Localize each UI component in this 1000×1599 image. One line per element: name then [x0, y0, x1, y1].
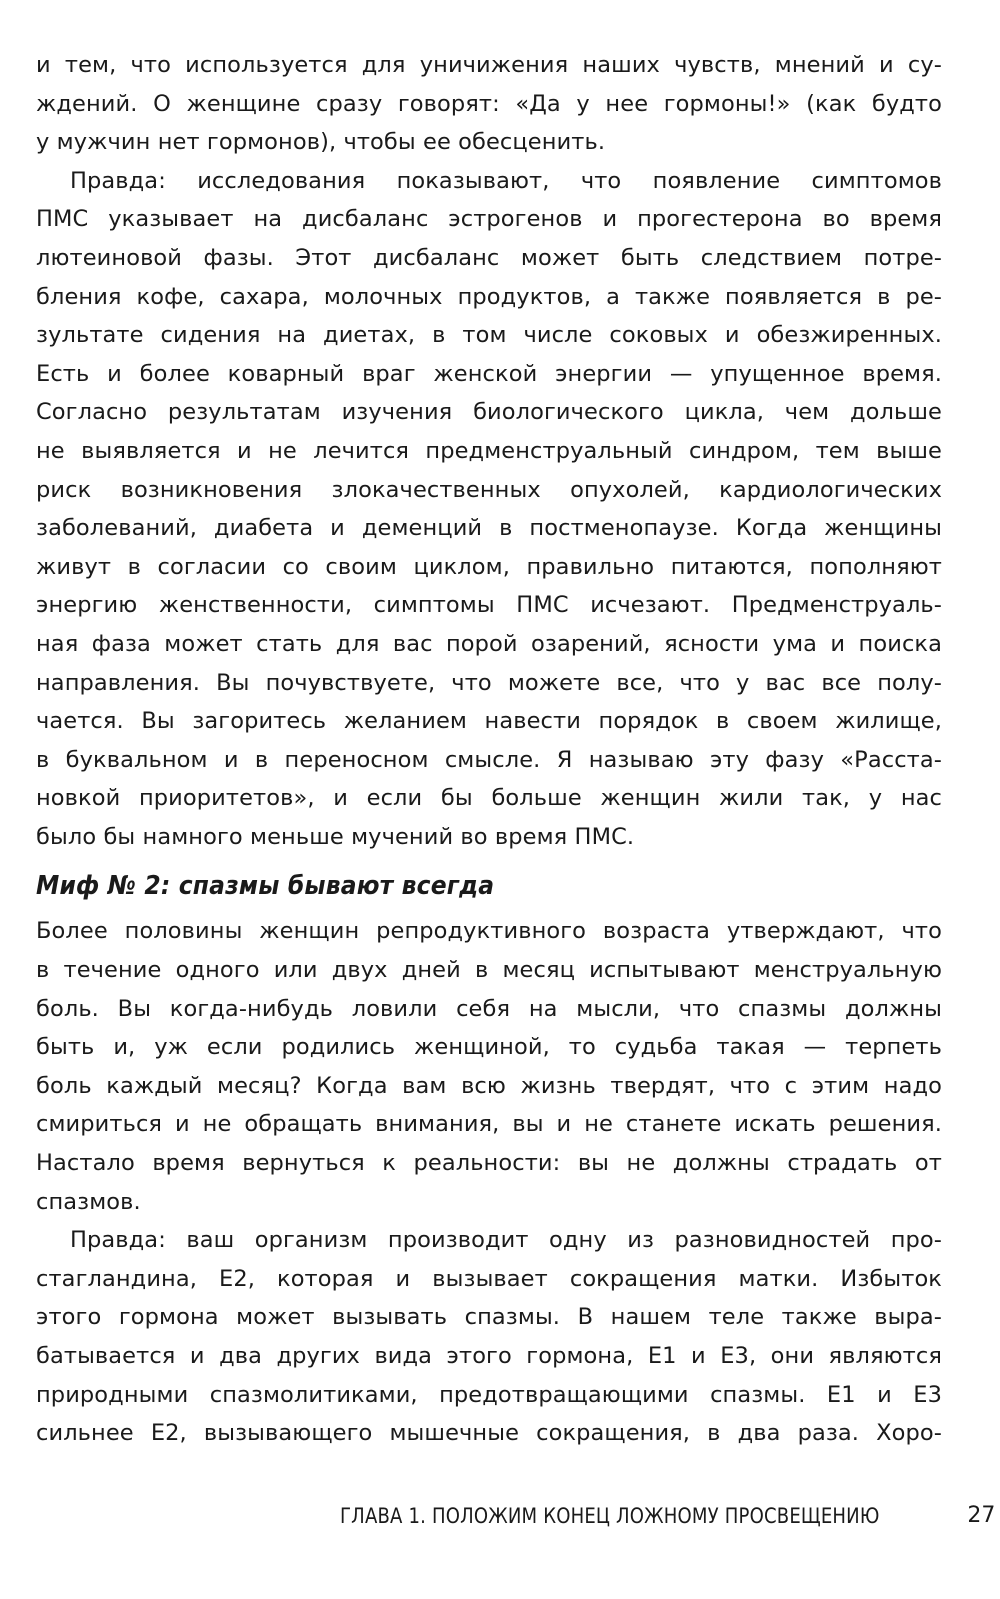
text-line: направления. Вы почувствуете, что можете все, что у вас все полу- [36, 669, 942, 696]
text-line: Более половины женщин репродуктивного возраста утверждают, что [36, 918, 942, 945]
text-line: ная фаза может стать для вас порой озарений, ясности ума и поиска [36, 630, 942, 657]
text-line: боль. Вы когда-нибудь ловили себя на мысли, что спазмы должны [36, 995, 942, 1022]
page-body [36, 46, 942, 1453]
page-footer [340, 1496, 996, 1536]
text-line: смириться и не обращать внимания, вы и не станете искать решения. [36, 1111, 942, 1138]
text-line: этого гормона может вызывать спазмы. В нашем теле также выра- [36, 1304, 942, 1331]
paragraph-continuation [36, 46, 942, 162]
text-line: было бы намного меньше мучений во время ПМС. [36, 823, 635, 850]
text-line: Есть и более коварный враг женской энергии — упущенное время. [36, 360, 942, 387]
text-line: сильнее Е2, вызывающего мышечные сокращения, в два раза. Хоро- [36, 1420, 942, 1447]
text-line: энергию женственности, симптомы ПМС исчезают. Предменструаль- [36, 592, 942, 619]
text-line: бления кофе, сахара, молочных продуктов, а также появляется в ре- [36, 283, 942, 310]
text-line: стагландина, Е2, которая и вызывает сокращения матки. Избыток [36, 1265, 942, 1292]
text-line: риск возникновения злокачественных опухолей, кардиологических [36, 476, 942, 503]
text-line: природными спазмолитиками, предотвращающими спазмы. Е1 и Е3 [36, 1381, 942, 1408]
text-line: Правда: ваш организм производит одну из разновидностей про- [70, 1227, 942, 1254]
text-line: не выявляется и не лечится предменструальный синдром, тем выше [36, 437, 942, 464]
text-line: Согласно результатам изучения биологического цикла, чем дольше [36, 399, 942, 426]
text-line: чается. Вы загоритесь желанием навести порядок в своем жилище, [36, 708, 942, 735]
text-line: в буквальном и в переносном смысле. Я называю эту фазу «Расста- [36, 746, 942, 773]
text-line: у мужчин нет гормонов), чтобы ее обесценить. [36, 129, 606, 156]
running-head: ГЛАВА 1. ПОЛОЖИМ КОНЕЦ ЛОЖНОМУ ПРОСВЕЩЕНИЮ [340, 1504, 880, 1528]
text-line: батывается и два других вида этого гормона, Е1 и Е3, они являются [36, 1343, 942, 1369]
text-line: зультате сидения на диетах, в том числе соковых и обезжиренных. [36, 322, 942, 349]
page-number: 27 [967, 1503, 996, 1528]
text-line: ПМС указывает на дисбаланс эстрогенов и прогестерона во время [36, 206, 942, 233]
text-line: Правда: исследования показывают, что появление симптомов [70, 167, 942, 194]
paragraph-truth-prostaglandin [36, 1221, 942, 1453]
text-line: живут в согласии со своим циклом, правильно питаются, пополняют [36, 553, 942, 580]
text-line: спазмов. [36, 1188, 141, 1215]
text-line: боль каждый месяц? Когда вам всю жизнь твердят, что с этим надо [36, 1072, 942, 1099]
text-line: лютеиновой фазы. Этот дисбаланс может быть следствием потре- [36, 244, 942, 271]
text-line: быть и, уж если родились женщиной, то судьба такая — терпеть [36, 1034, 942, 1061]
text-line: в течение одного или двух дней в месяц испытывают менструальную [36, 957, 942, 984]
paragraph-truth-pms [36, 162, 942, 857]
text-line: ждений. О женщине сразу говорят: «Да у нее гормоны!» (как будто [36, 90, 942, 117]
text-line: и тем, что используется для уничижения наших чувств, мнений и су- [36, 52, 942, 78]
text-line: новкой приоритетов», и если бы больше женщин жили так, у нас [36, 785, 942, 812]
paragraph-myth-2 [36, 912, 942, 1221]
text-line: заболеваний, диабета и деменций в постменопаузе. Когда женщины [36, 515, 942, 542]
text-line: Настало время вернуться к реальности: вы не должны страдать от [36, 1150, 942, 1177]
section-heading: Миф № 2: спазмы бывают всегда [36, 871, 495, 902]
